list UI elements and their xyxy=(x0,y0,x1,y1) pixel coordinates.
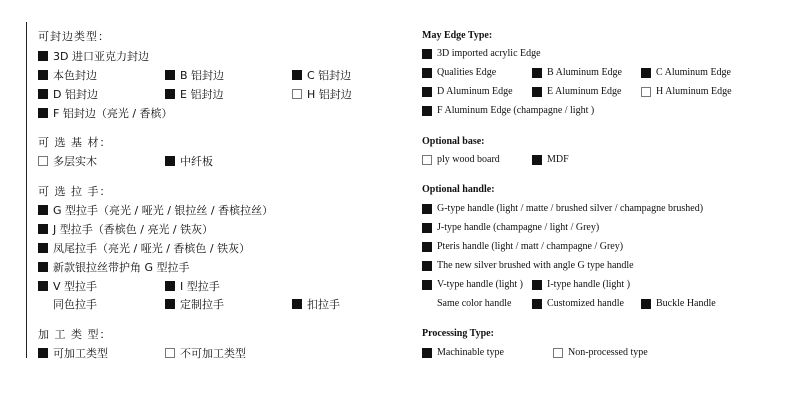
option-en: Buckle Handle xyxy=(641,298,716,309)
checkbox-checked xyxy=(38,70,48,80)
option-cn: B 铝封边 xyxy=(165,67,224,83)
option-en: D Aluminum Edge xyxy=(422,86,513,97)
option-cn: 同色拉手 xyxy=(53,298,97,311)
option-cn: E 铝封边 xyxy=(165,86,223,102)
checkbox-checked xyxy=(422,204,432,214)
option-cn: V 型拉手 xyxy=(38,278,97,294)
option-en: Machinable type xyxy=(422,347,504,358)
option-en: F Aluminum Edge (champagne / light ) xyxy=(422,105,594,116)
checkbox-checked xyxy=(641,68,651,78)
checkbox-checked xyxy=(165,156,175,166)
base-title-en: Optional base: xyxy=(422,136,485,147)
option-cn: 可加工类型 xyxy=(38,345,108,361)
checkbox-checked xyxy=(422,280,432,290)
process-title-en: Processing Type: xyxy=(422,328,494,339)
checkbox-checked xyxy=(422,68,432,78)
option-en: 3D imported acrylic Edge xyxy=(422,48,541,59)
edge-type-title-cn: 可封边类型： xyxy=(38,30,110,43)
checkbox-checked xyxy=(165,281,175,291)
checkbox-checked xyxy=(422,348,432,358)
option-en: V-type handle (light ) xyxy=(422,279,523,290)
option-en: B Aluminum Edge xyxy=(532,67,622,78)
option-cn: D 铝封边 xyxy=(38,86,98,102)
option-en: Non-processed type xyxy=(553,347,648,358)
checkbox-checked xyxy=(38,89,48,99)
checkbox-checked xyxy=(422,87,432,97)
checkbox-unchecked xyxy=(553,348,563,358)
checkbox-checked xyxy=(422,261,432,271)
checkbox-checked xyxy=(641,299,651,309)
checkbox-checked xyxy=(165,89,175,99)
option-en: Qualities Edge xyxy=(422,67,496,78)
checkbox-checked xyxy=(38,262,48,272)
checkbox-checked xyxy=(38,108,48,118)
edge-type-title-en: May Edge Type: xyxy=(422,30,493,41)
option-en: The new silver brushed with angle G type handle xyxy=(422,260,634,271)
option-cn: 不可加工类型 xyxy=(165,345,246,361)
option-en: Pteris handle (light / matt / champagne / Grey) xyxy=(422,241,623,252)
option-cn: C 铝封边 xyxy=(292,67,351,83)
option-en: I-type handle (light ) xyxy=(532,279,630,290)
option-cn: 中纤板 xyxy=(165,153,213,169)
checkbox-checked xyxy=(532,155,542,165)
option-cn: J 型拉手（香槟色 / 亮光 / 铁灰） xyxy=(38,221,213,237)
checkbox-checked xyxy=(38,205,48,215)
checkbox-checked xyxy=(292,299,302,309)
option-cn: 3D 进口亚克力封边 xyxy=(38,48,149,64)
checkbox-checked xyxy=(532,68,542,78)
checkbox-checked xyxy=(422,106,432,116)
checkbox-checked xyxy=(422,242,432,252)
checkbox-checked xyxy=(165,70,175,80)
checkbox-checked xyxy=(292,70,302,80)
option-en: C Aluminum Edge xyxy=(641,67,731,78)
handle-title-cn: 可 选 拉 手： xyxy=(38,185,112,198)
checkbox-unchecked xyxy=(641,87,651,97)
option-cn: 本色封边 xyxy=(38,67,97,83)
option-cn: 定制拉手 xyxy=(165,296,224,312)
checkbox-checked xyxy=(38,281,48,291)
checkbox-unchecked xyxy=(38,156,48,166)
checkbox-unchecked xyxy=(165,348,175,358)
checkbox-checked xyxy=(38,243,48,253)
checkbox-checked xyxy=(38,348,48,358)
checkbox-checked xyxy=(38,51,48,61)
option-cn: 多层实木 xyxy=(38,153,97,169)
handle-title-en: Optional handle: xyxy=(422,184,495,195)
option-cn: H 铝封边 xyxy=(292,86,352,102)
checkbox-unchecked xyxy=(292,89,302,99)
option-en: MDF xyxy=(532,154,569,165)
checkbox-checked xyxy=(532,280,542,290)
checkbox-checked xyxy=(422,223,432,233)
option-cn: G 型拉手（亮光 / 哑光 / 银拉丝 / 香槟拉丝） xyxy=(38,202,273,218)
option-cn: 凤尾拉手（亮光 / 哑光 / 香槟色 / 铁灰） xyxy=(38,240,250,256)
option-en: Same color handle xyxy=(437,298,512,309)
checkbox-checked xyxy=(532,299,542,309)
option-cn: F 铝封边（亮光 / 香槟） xyxy=(38,105,173,121)
option-en: E Aluminum Edge xyxy=(532,86,621,97)
checkbox-checked xyxy=(38,224,48,234)
option-en: J-type handle (champagne / light / Grey) xyxy=(422,222,599,233)
option-en: ply wood board xyxy=(422,154,500,165)
option-cn: I 型拉手 xyxy=(165,278,220,294)
option-en: H Aluminum Edge xyxy=(641,86,732,97)
checkbox-checked xyxy=(165,299,175,309)
option-en: G-type handle (light / matte / brushed silver / champagne brushed) xyxy=(422,203,703,214)
option-cn: 扣拉手 xyxy=(292,296,340,312)
base-title-cn: 可 选 基 材： xyxy=(38,136,112,149)
process-title-cn: 加 工 类 型： xyxy=(38,328,112,341)
checkbox-checked xyxy=(422,49,432,59)
option-en: Customized handle xyxy=(532,298,624,309)
checkbox-unchecked xyxy=(422,155,432,165)
option-cn: 新款银拉丝带护角 G 型拉手 xyxy=(38,259,190,275)
checkbox-checked xyxy=(532,87,542,97)
left-rule xyxy=(26,22,27,358)
